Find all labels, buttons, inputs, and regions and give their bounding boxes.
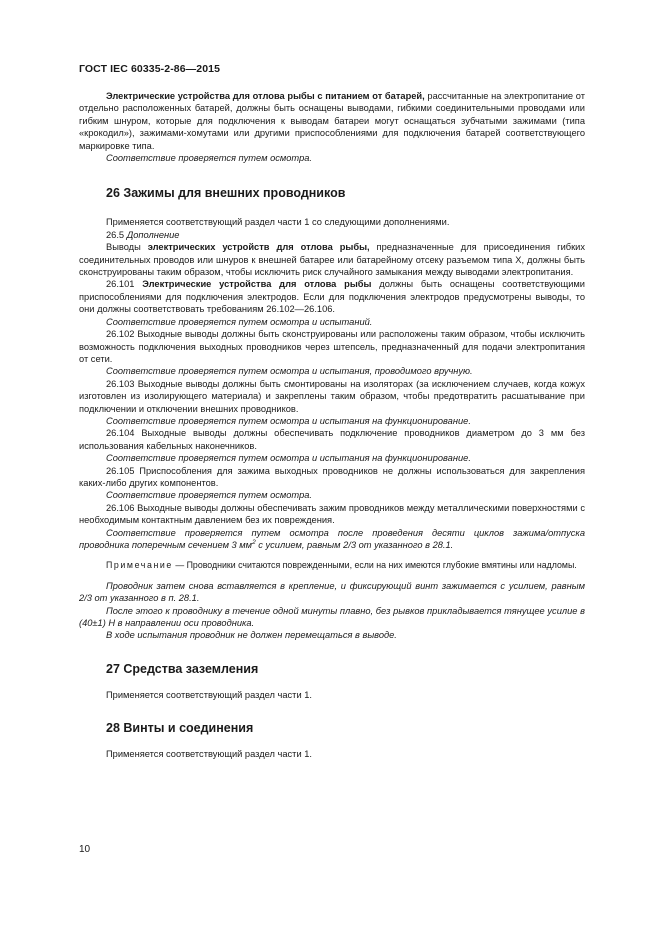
section-26-heading: 26 Зажимы для внешних проводников — [106, 186, 346, 201]
clause-26-105-check: Соответствие проверяется путем осмотра. — [106, 490, 312, 501]
clause-26-105: 26.105 Приспособления для зажима выходных проводников не должны использоваться для закрепления каких-либо других компонентов. — [79, 465, 585, 488]
clause-26-106: 26.106 Выходные выводы должны обеспечивать зажим проводников между металлическими поверхностями с необходимым контактным давлением без их повреждения. — [79, 502, 585, 526]
clause-26-101-check: Соответствие проверяется путем осмотра и испытаний. — [106, 316, 373, 327]
clause-26-102-check: Соответствие проверяется путем осмотра и испытания, проводимого вручную. — [106, 366, 473, 377]
note — [79, 559, 585, 571]
intro-paragraph — [79, 90, 585, 152]
clause-26-5-pre: Выводы — [106, 242, 148, 253]
s27-text: Применяется соответствующий раздел части 1. — [106, 689, 312, 700]
s26-intro: Применяется соответствующий раздел части 1 со следующими дополнениями. — [106, 217, 450, 228]
clause-26-5-term: электрических устройств для отлова рыбы, — [147, 242, 370, 253]
clause-26-106-check-a: Соответствие проверяется путем осмотра после проведения десяти циклов зажима/отпуска проводника поперечным сечением 3 мм — [79, 527, 585, 550]
clause-26-106-after-2: После этого к проводнику в течение одной минуты плавно, без рывков прикладывается тянущее усилие в (40±1) Н в направлении оси проводника. — [79, 605, 585, 629]
clause-26-101-term: Электрические устройства для отлова рыбы — [142, 279, 372, 290]
intro-check: Соответствие проверяется путем осмотра. — [106, 153, 312, 164]
clause-26-106-after-1: Проводник затем снова вставляется в крепление, и фиксирующий винт зажимается с усилием, равным 2/3 от указанного в п. 28.1. — [79, 580, 585, 604]
document-header: ГОСТ IEC 60335-2-86—2015 — [79, 63, 221, 75]
clause-26-106-check — [79, 527, 585, 552]
clause-26-101-number: 26.101 — [106, 279, 143, 290]
clause-26-5-rest: предназначенные для присоединения гибких соединительных проводов или шнуров к внешней батарее или батарейному отсеку разъемом типа X, должны быть сконструированы таким образом, чтобы исключить риск случайного замыкания между выводами электропитания. — [79, 242, 585, 278]
clause-26-101-rest: должны быть оснащены соответствующими приспособлениями для подключения электродов. Если для подключения электродов предусмотрены выводы, то они должны соответствовать требованиям 26.102—26.106. — [79, 279, 585, 315]
clause-26-101 — [79, 278, 585, 315]
clause-26-103-check: Соответствие проверяется путем осмотра и испытания на функционирование. — [106, 415, 471, 426]
clause-26-102: 26.102 Выходные выводы должны быть сконструированы или расположены таким образом, чтобы исключить возможность подключения выходных проводников через штепсель, предназначенный для подачи электропитания от сети. — [79, 329, 585, 364]
note-text: — Проводники считаются поврежденными, если на них имеются глубокие вмятины или надломы. — [172, 560, 577, 571]
clause-26-106-check-b: с усилием, равным 2/3 от указанного в 28.1. — [255, 540, 454, 550]
clause-26-104-check: Соответствие проверяется путем осмотра и испытания на функционирование. — [106, 453, 471, 464]
section-28-heading: 28 Винты и соединения — [106, 721, 254, 736]
clause-26-104: 26.104 Выходные выводы должны обеспечивать подключение проводников диаметром до 3 мм без использования кабельных наконечников. — [79, 428, 585, 451]
clause-26-5-number: 26.5 — [106, 229, 127, 240]
intro-term: Электрические устройства для отлова рыбы с питанием от батарей, — [106, 91, 425, 101]
document-body — [79, 90, 585, 761]
clause-26-106-check-sup: 2 — [252, 538, 256, 546]
note-label: Примечание — [106, 560, 173, 571]
clause-26-5-heading — [79, 229, 585, 241]
intro-text: рассчитанные на электропитание от отдельно расположенных батарей, должны быть оснащены выводами, гибкими соединительными проводами или гибким шнуром, которые для подключения к выводам батареи могут оснащаться зубчатыми зажимами (типа «крокодил»), зажимами-хомутами или другими приспособлениями для подключения батарей соответствующего маркировке типа. — [79, 91, 585, 151]
clause-26-5-label: Дополнение — [126, 229, 180, 240]
page-number: 10 — [79, 844, 91, 855]
clause-26-106-after-3: В ходе испытания проводник не должен перемещаться в выводе. — [106, 630, 397, 641]
s28-text: Применяется соответствующий раздел части 1. — [106, 749, 312, 760]
section-27-heading: 27 Средства заземления — [106, 661, 259, 676]
clause-26-103: 26.103 Выходные выводы должны быть смонтированы на изоляторах (за исключением случаев, когда кожух изготовлен из изолирующего материала) и закреплены таким образом, чтобы предотвратить расшатывание при подключении и отключении внешних проводников. — [79, 378, 585, 414]
clause-26-5-text — [79, 241, 585, 278]
